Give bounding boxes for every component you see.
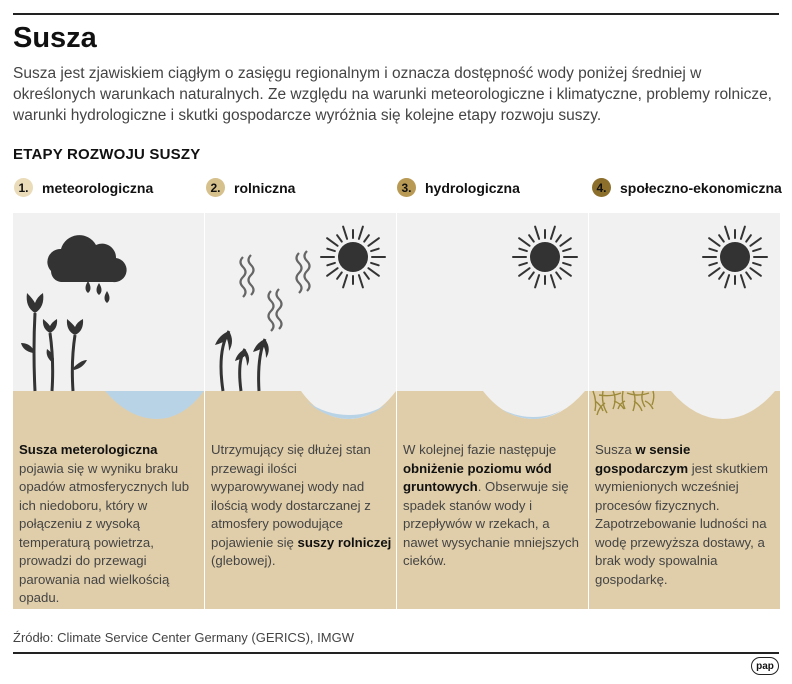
stage-label: społeczno-ekonomiczna (620, 179, 782, 196)
meteorological-illustration (13, 213, 204, 443)
description-highlight: obniżenie poziomu wód gruntowych (403, 460, 552, 494)
wilted-flowers-icon (215, 331, 269, 391)
stage-panel-3 (397, 213, 588, 609)
stage-header-3 (397, 178, 520, 197)
stage-description (19, 441, 201, 608)
sun-icon (321, 227, 385, 288)
stage-description (211, 441, 393, 571)
pap-logo: pap (751, 657, 779, 675)
stage-panel-1 (13, 213, 204, 609)
heat-waves-icon (241, 251, 310, 331)
agricultural-illustration (205, 213, 396, 443)
sun-icon (513, 227, 577, 288)
stage-header-2 (206, 178, 295, 197)
stage-label: rolniczna (234, 179, 296, 196)
sun-icon (703, 227, 767, 288)
stage-label: meteorologiczna (42, 179, 154, 196)
stage-panel-4 (589, 213, 780, 609)
stage-header-1 (14, 178, 153, 197)
page-title: Susza (13, 22, 97, 54)
section-title: ETAPY ROZWOJU SUSZY (13, 146, 201, 163)
description-text: Susza (595, 442, 636, 457)
description-text: (glebowej). (211, 553, 276, 568)
description-text: . Obserwuje się spadek stanów wody i przepływów w rzekach, a nawet wysychanie mniejszych cieków. (403, 479, 579, 568)
stage-panel-2 (205, 213, 396, 609)
stage-header-4 (592, 178, 782, 197)
bottom-rule (13, 652, 779, 654)
description-text: pojawia się w wyniku braku opadów atmosferycznych lub ich niedoboru, który w połączeniu z wysoką temperaturą powietrza, prowadzi do przewagi parowania nad wielkością opadu. (19, 460, 190, 605)
dry-roots-icon (593, 391, 654, 415)
description-highlight: suszy rolniczej (297, 534, 392, 550)
stage-description (403, 441, 585, 571)
source-note: Źródło: Climate Service Center Germany (GERICS), IMGW (13, 630, 354, 645)
description-text: W kolejnej fazie następuje (403, 442, 557, 457)
description-text: Utrzymujący się dłużej stan przewagi ilości wyparowywanej wody nad ilością wody dostarczanej z atmosfery powodujące pojawienie się (211, 442, 371, 550)
description-highlight: Susza meterologiczna (19, 442, 158, 457)
intro-text: Susza jest zjawiskiem ciągłym o zasięgu regionalnym i oznacza dostępność wody poniżej średniej w określonych warunkach naturalnych. Ze względu na warunki meteorologiczne i klimatyczne, problemy rolnicze, warunki hydrologiczne i skutki gospodarcze wyróżnia się kolejne etapy rozwoju suszy. (13, 65, 772, 124)
description-text: jest skutkiem wymienionych wcześniej procesów fizycznych. Zapotrzebowanie ludności na wodę przewyższa dostawy, a brak wody spowalnia gospodarkę. (595, 460, 768, 587)
stage-number-badge: 3. (397, 178, 416, 197)
stage-label: hydrologiczna (425, 179, 520, 196)
socio-economic-illustration (589, 213, 780, 443)
hydrological-illustration (397, 213, 588, 443)
stage-number-badge: 2. (206, 178, 225, 197)
stage-number-badge: 4. (592, 178, 611, 197)
flowers-icon (21, 293, 87, 391)
water-pond (105, 391, 204, 419)
stage-number-badge: 1. (14, 178, 33, 197)
top-rule (13, 13, 779, 15)
description-highlight: w sensie gospodarczym (595, 442, 691, 476)
stage-description (595, 441, 777, 589)
rain-cloud-icon (47, 235, 126, 303)
